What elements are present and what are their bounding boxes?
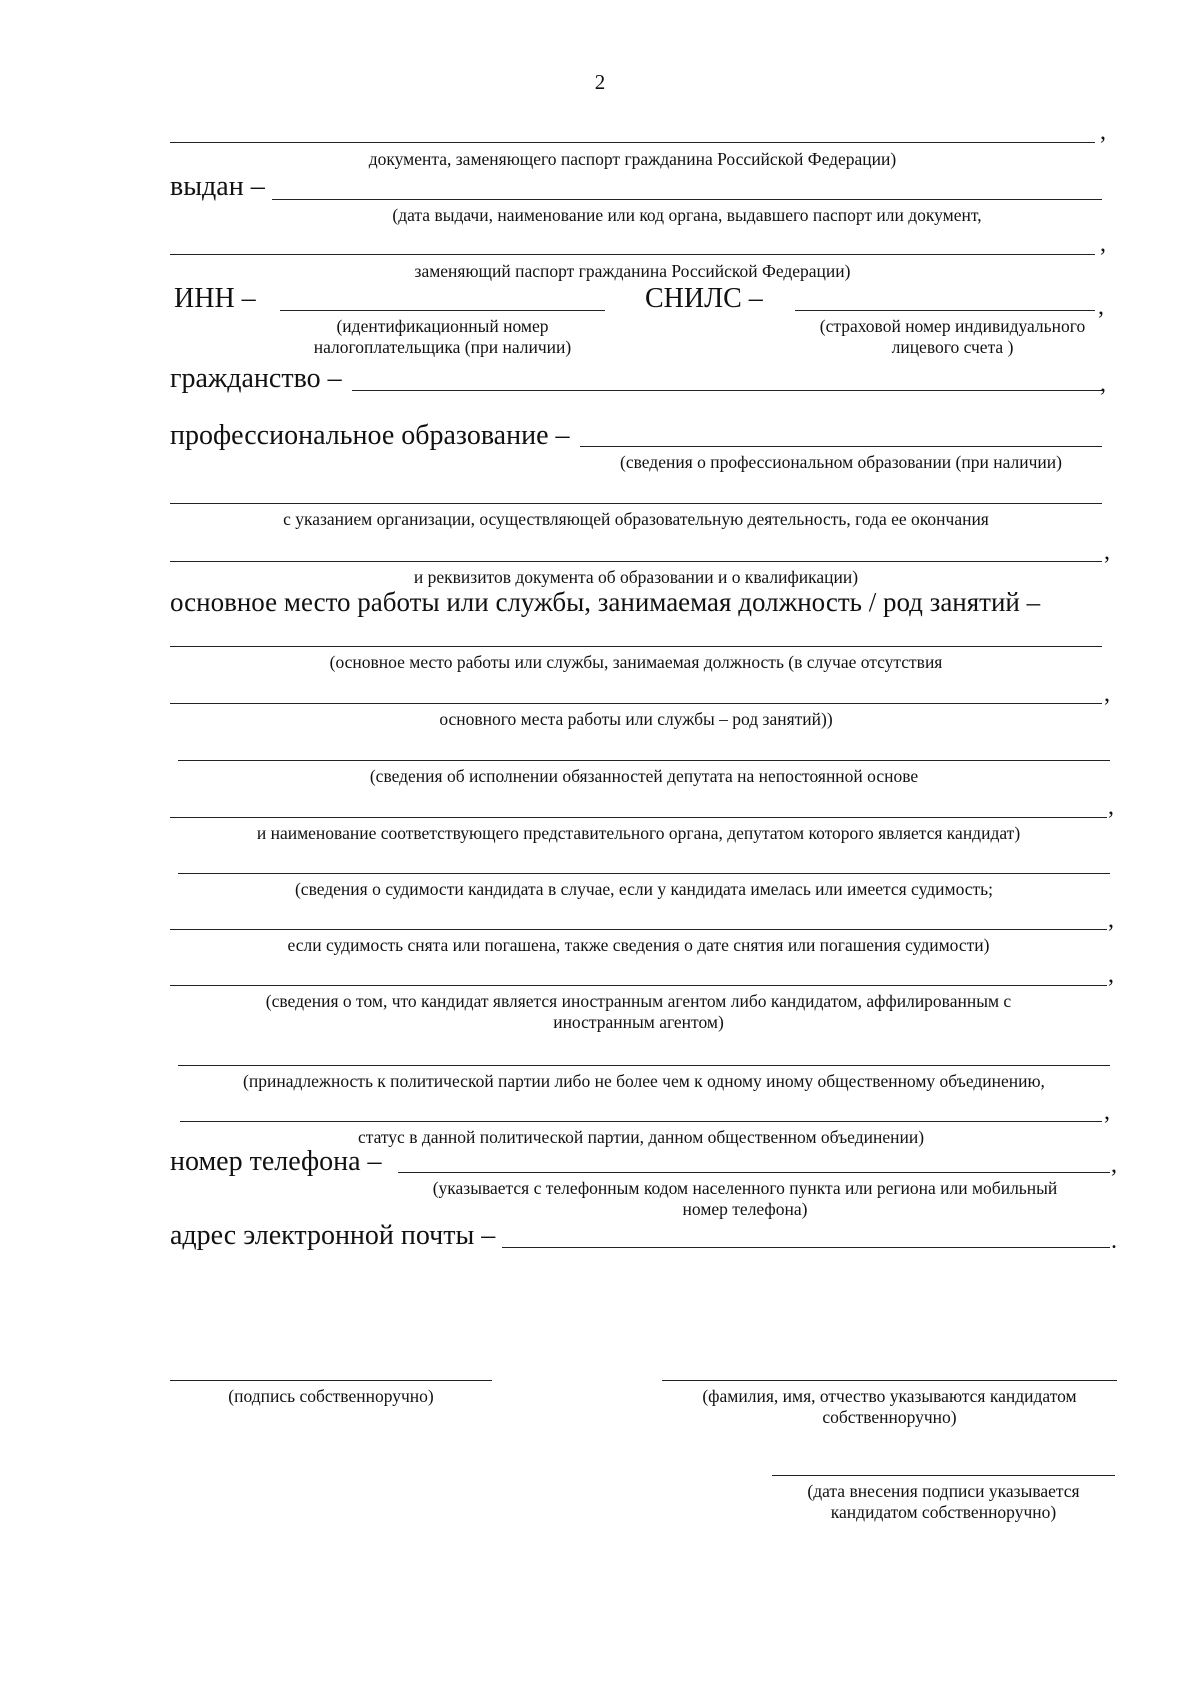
citizenship-line[interactable] [352, 390, 1102, 391]
phone-comma: , [1111, 1152, 1117, 1178]
snils-line[interactable] [795, 310, 1095, 311]
criminal-line[interactable] [178, 873, 1110, 874]
email-label: адрес электронной почты – [170, 1220, 496, 1251]
full-name-caption: (фамилия, имя, отчество указываются кандидатом собственноручно) [702, 1386, 1077, 1427]
party-line-2[interactable] [180, 1121, 1102, 1122]
education-caption-2: с указанием организации, осуществляющей образовательную деятельность, года ее окончания [283, 509, 989, 529]
deputy-line[interactable] [178, 760, 1110, 761]
phone-caption: (указывается с телефонным кодом населенного пункта или региона или мобильный номер телефона) [432, 1178, 1058, 1219]
snils-label: СНИЛС – [645, 283, 763, 314]
criminal-caption-2: если судимость снята или погашена, также сведения о дате снятия или погашения судимости) [287, 935, 990, 955]
passport-caption: документа, заменяющего паспорт гражданина Российской Федерации) [368, 149, 897, 169]
education-comma: , [1104, 539, 1110, 565]
party-caption-1: (принадлежность к политической партии либо не более чем к одному иному общественному объединению, [243, 1071, 1045, 1091]
signature-date-caption: (дата внесения подписи указывается кандидатом собственноручно) [807, 1481, 1080, 1522]
education-line-2[interactable] [170, 503, 1102, 504]
citizenship-comma: , [1100, 371, 1106, 397]
work-line[interactable] [170, 646, 1102, 647]
page-number: 2 [594, 70, 606, 94]
signature-line[interactable] [170, 1380, 492, 1381]
foreign-agent-caption: (сведения о том, что кандидат является иностранным агентом либо кандидатом, аффилированным с иностранным агентом) [265, 991, 1012, 1032]
foreign-agent-comma: , [1108, 962, 1114, 988]
party-line[interactable] [178, 1065, 1110, 1066]
issued-comma: , [1100, 231, 1106, 257]
education-label: профессиональное образование – [170, 420, 570, 451]
signature-date-line[interactable] [772, 1475, 1115, 1476]
full-name-line[interactable] [662, 1380, 1117, 1381]
issued-caption-2: заменяющий паспорт гражданина Российской Федерации) [414, 261, 851, 281]
criminal-comma: , [1108, 907, 1114, 933]
deputy-line-2[interactable] [170, 817, 1107, 818]
education-line-3[interactable] [170, 561, 1102, 562]
work-line-2[interactable] [170, 703, 1102, 704]
party-comma: , [1104, 1099, 1110, 1125]
inn-label: ИНН – [174, 283, 256, 314]
deputy-comma: , [1108, 794, 1114, 820]
education-caption-1: (сведения о профессиональном образовании (при наличии) [620, 452, 1062, 472]
email-period: . [1111, 1228, 1117, 1254]
foreign-agent-line[interactable] [170, 985, 1107, 986]
signature-caption: (подпись собственноручно) [228, 1386, 434, 1406]
issued-line-2[interactable] [170, 254, 1095, 255]
work-caption-2: основного места работы или службы – род занятий)) [439, 709, 833, 729]
deputy-caption-1: (сведения об исполнении обязанностей депутата на непостоянной основе [369, 766, 919, 786]
inn-caption: (идентификационный номер налогоплательщика (при наличии) [313, 316, 572, 357]
education-caption-3: и реквизитов документа об образовании и о квалификации) [413, 567, 859, 587]
email-line[interactable] [502, 1247, 1110, 1248]
work-label: основное место работы или службы, занимаемая должность / род занятий – [170, 587, 1041, 617]
deputy-caption-2: и наименование соответствующего представительного органа, депутатом которого является кандидат) [256, 823, 1021, 843]
work-caption-1: (основное место работы или службы, занимаемая должность (в случае отсутствия [329, 652, 943, 672]
snils-caption: (страховой номер индивидуального лицевого счета ) [819, 316, 1086, 357]
criminal-line-2[interactable] [170, 929, 1107, 930]
issued-caption: (дата выдачи, наименование или код органа, выдавшего паспорт или документ, [392, 205, 982, 225]
passport-comma: , [1100, 119, 1106, 145]
work-comma: , [1104, 681, 1110, 707]
issued-line[interactable] [272, 199, 1102, 200]
snils-comma: , [1098, 294, 1104, 320]
passport-line[interactable] [170, 142, 1095, 143]
phone-line[interactable] [398, 1172, 1110, 1173]
issued-label: выдан – [170, 171, 265, 202]
citizenship-label: гражданство – [170, 363, 342, 394]
inn-line[interactable] [280, 310, 605, 311]
criminal-caption-1: (сведения о судимости кандидата в случае, если у кандидата имелась или имеется судимость; [294, 879, 994, 899]
party-caption-2: статус в данной политической партии, данном общественном объединении) [357, 1127, 925, 1147]
education-line[interactable] [580, 446, 1102, 447]
phone-label: номер телефона – [170, 1146, 382, 1177]
